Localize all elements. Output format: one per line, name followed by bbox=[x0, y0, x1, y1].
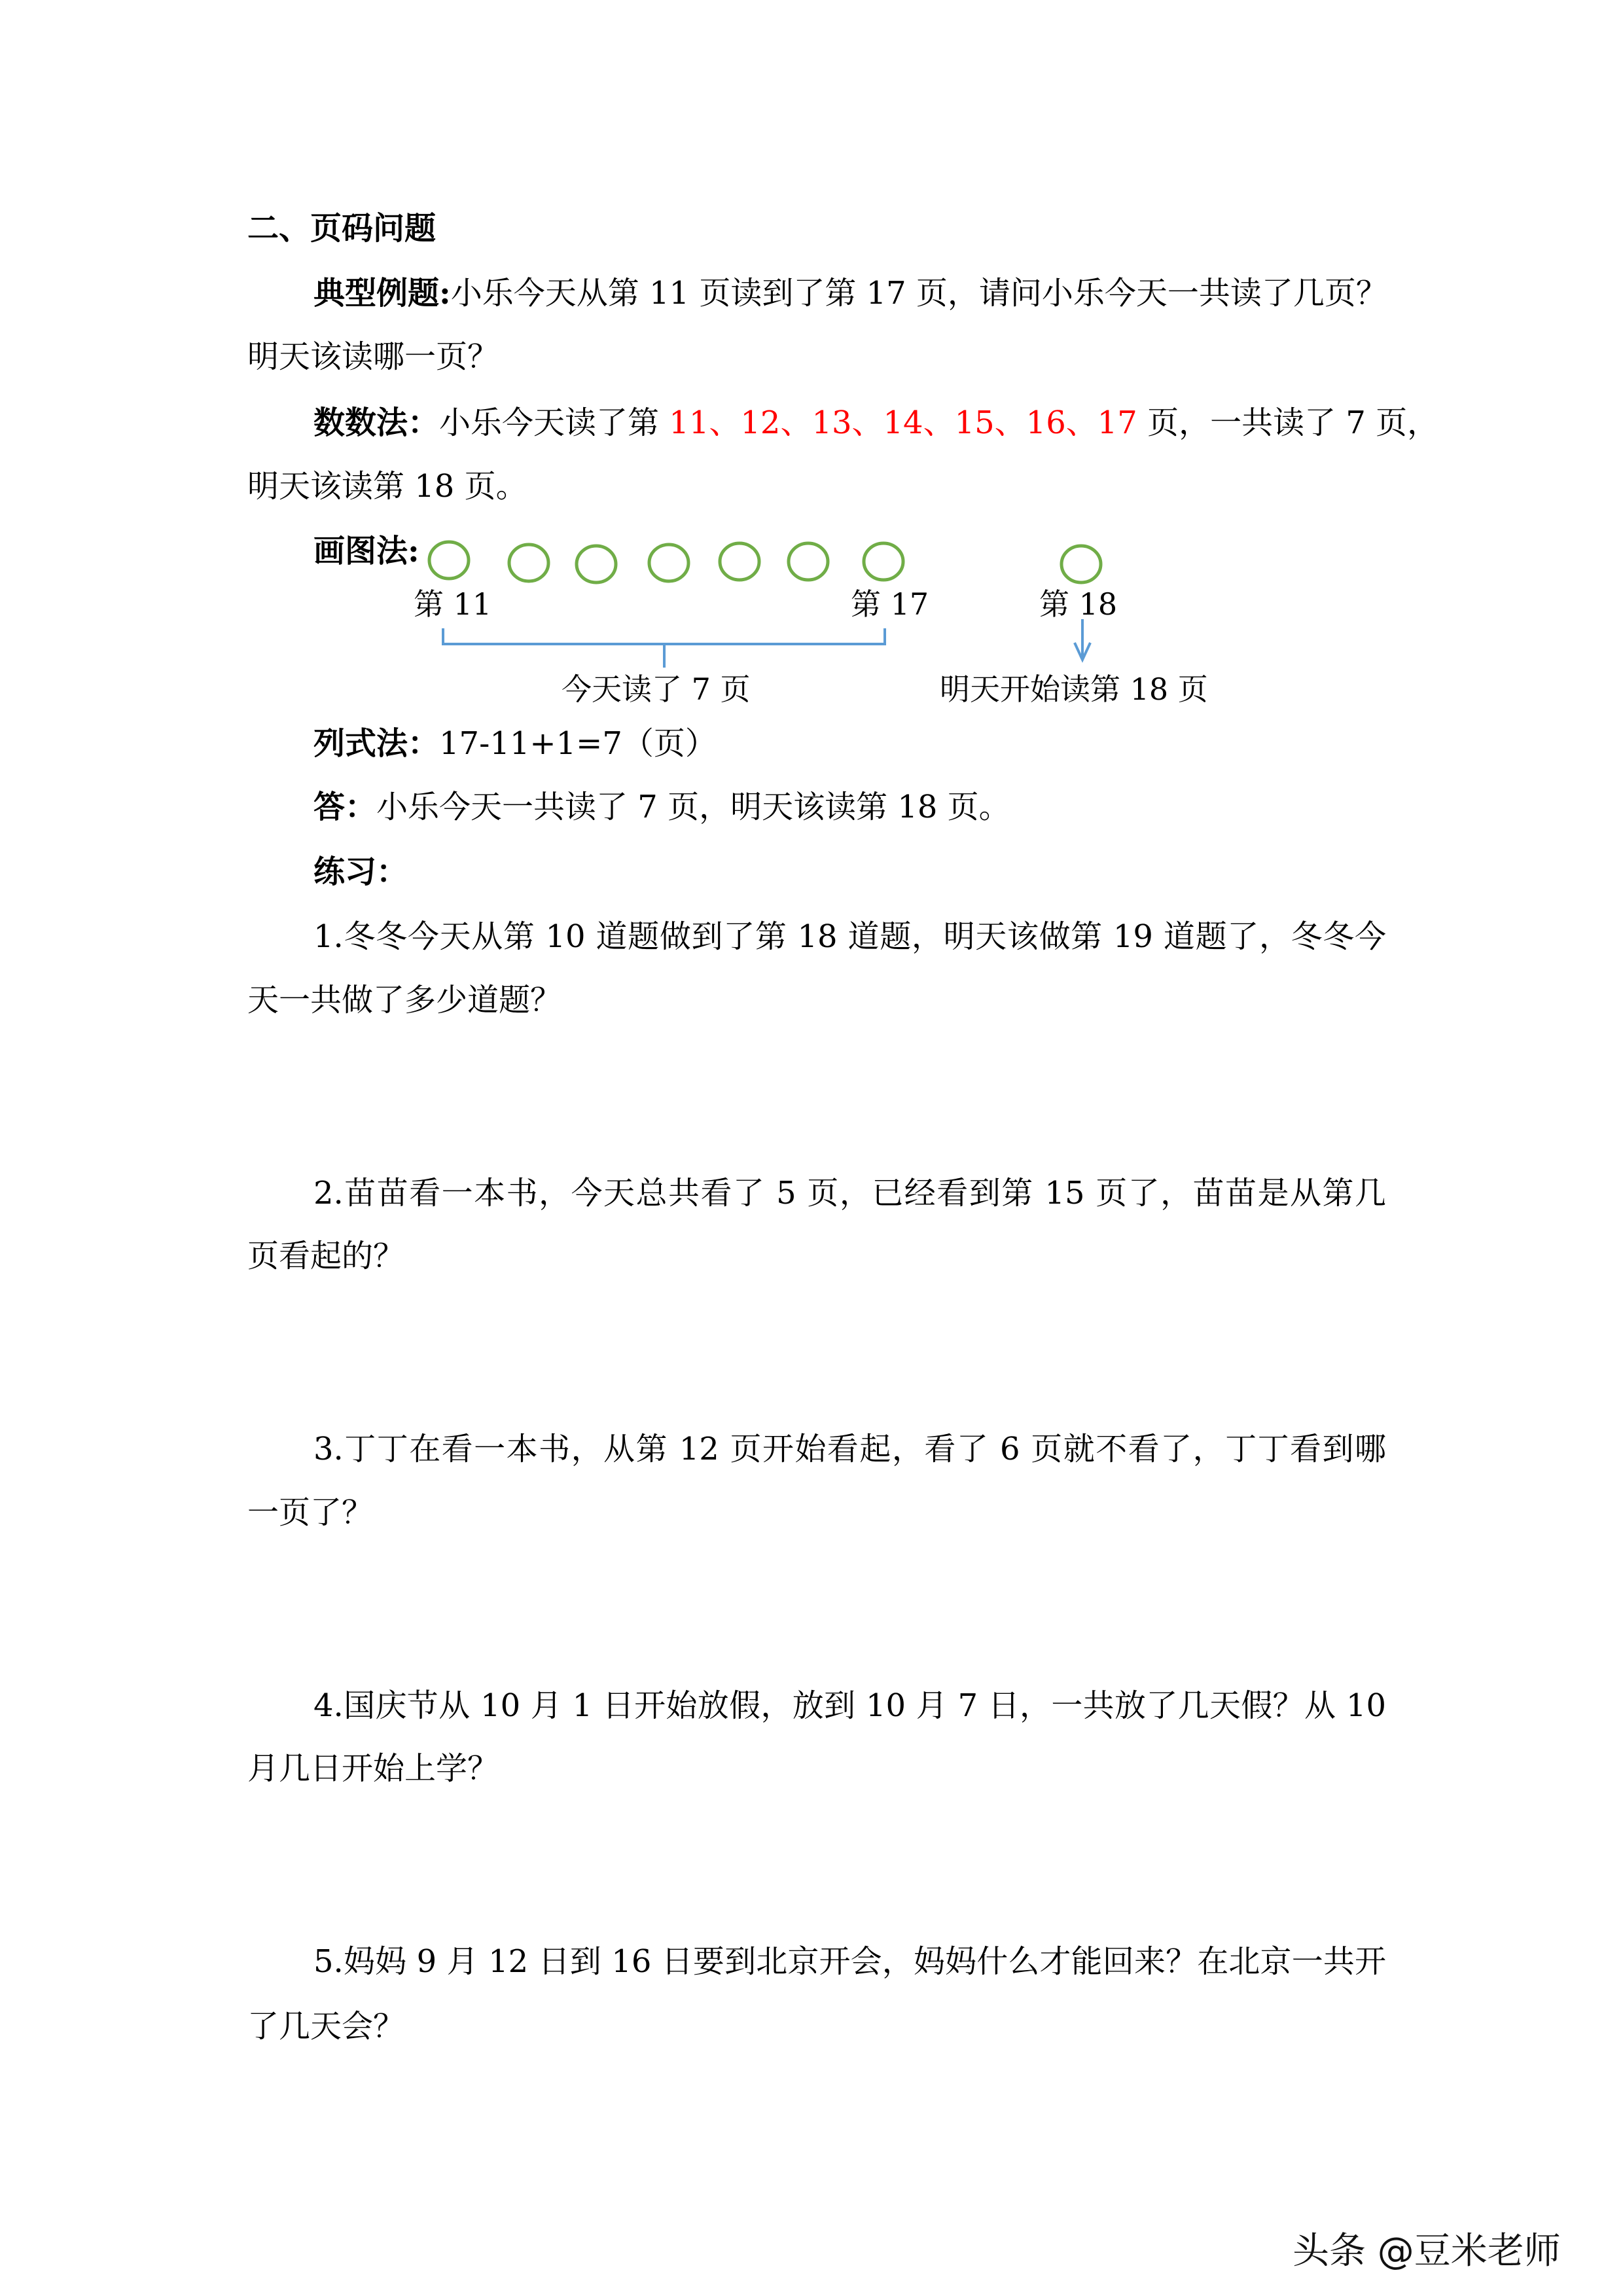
counting-label: 数数法： bbox=[313, 404, 440, 441]
start-page-label: 第 11 bbox=[414, 586, 492, 622]
drawing-label: 画图法: bbox=[313, 533, 419, 569]
counting-line-2: 明天该读第 18 页。 bbox=[247, 468, 527, 505]
watermark: 头条 @豆米老师 bbox=[1293, 2230, 1561, 2272]
formula-line bbox=[313, 724, 1386, 763]
section-title: 二、页码问题 bbox=[247, 210, 437, 247]
exercise-1-line-1: 1.冬冬今天从第 10 道题做到了第 18 道题，明天该做第 19 道题了，冬冬今 bbox=[313, 918, 1386, 955]
formula-label: 列式法： bbox=[313, 725, 440, 762]
counting-pages: 11、12、13、14、15、16、17 bbox=[669, 404, 1137, 441]
formula-text: 17-11+1=7（页） bbox=[439, 725, 717, 762]
next-page-circle bbox=[1061, 546, 1101, 583]
page-circle bbox=[864, 543, 903, 580]
exercise-5-line-1: 5.妈妈 9 月 12 日到 16 日要到北京开会，妈妈什么才能回来？在北京一共开 bbox=[313, 1943, 1386, 1980]
page-circle bbox=[649, 545, 688, 581]
end-page-label: 第 17 bbox=[851, 586, 929, 622]
brace bbox=[443, 628, 885, 668]
exercise-2-line-2: 页看起的？ bbox=[247, 1238, 405, 1274]
page-diagram bbox=[0, 0, 1623, 720]
page-circle bbox=[577, 546, 616, 583]
page-circle bbox=[789, 543, 828, 580]
next-page-label: 第 18 bbox=[1039, 586, 1118, 622]
next-caption: 明天开始读第 18 页 bbox=[940, 672, 1208, 707]
exercise-2-line-1: 2.苗苗看一本书，今天总共看了 5 页，已经看到第 15 页了，苗苗是从第几 bbox=[313, 1175, 1386, 1211]
read-caption: 今天读了 7 页 bbox=[562, 672, 751, 707]
down-arrow-icon bbox=[1075, 619, 1090, 660]
exercise-5-line-2: 了几天会？ bbox=[247, 2008, 405, 2045]
page-circle bbox=[509, 545, 548, 581]
example-line-2: 明天该读哪一页？ bbox=[247, 338, 499, 375]
exercise-3-line-2: 一页了？ bbox=[247, 1494, 374, 1531]
exercise-3-line-1: 3.丁丁在看一本书，从第 12 页开始看起，看了 6 页就不看了，丁丁看到哪 bbox=[313, 1431, 1386, 1467]
exercise-title: 练习： bbox=[313, 853, 408, 890]
answer-text: 小乐今天一共读了 7 页，明天该读第 18 页。 bbox=[376, 789, 1010, 825]
exercise-1-line-2: 天一共做了多少道题？ bbox=[247, 982, 562, 1018]
example-text: 小乐今天从第 11 页读到了第 17 页，请问小乐今天一共读了几页？ bbox=[450, 275, 1387, 312]
page-circle bbox=[429, 542, 469, 579]
counting-prefix: 小乐今天读了第 bbox=[439, 404, 669, 441]
page-circle bbox=[720, 543, 759, 580]
counting-suffix: 页，一共读了 7 页， bbox=[1137, 404, 1439, 441]
exercise-4-line-2: 月几日开始上学？ bbox=[247, 1750, 499, 1787]
exercise-4-line-1: 4.国庆节从 10 月 1 日开始放假，放到 10 月 7 日，一共放了几天假？从 10 bbox=[313, 1687, 1386, 1724]
answer-label: 答： bbox=[313, 789, 377, 825]
answer-line bbox=[313, 787, 1386, 827]
example-label: 典型例题: bbox=[313, 275, 451, 312]
